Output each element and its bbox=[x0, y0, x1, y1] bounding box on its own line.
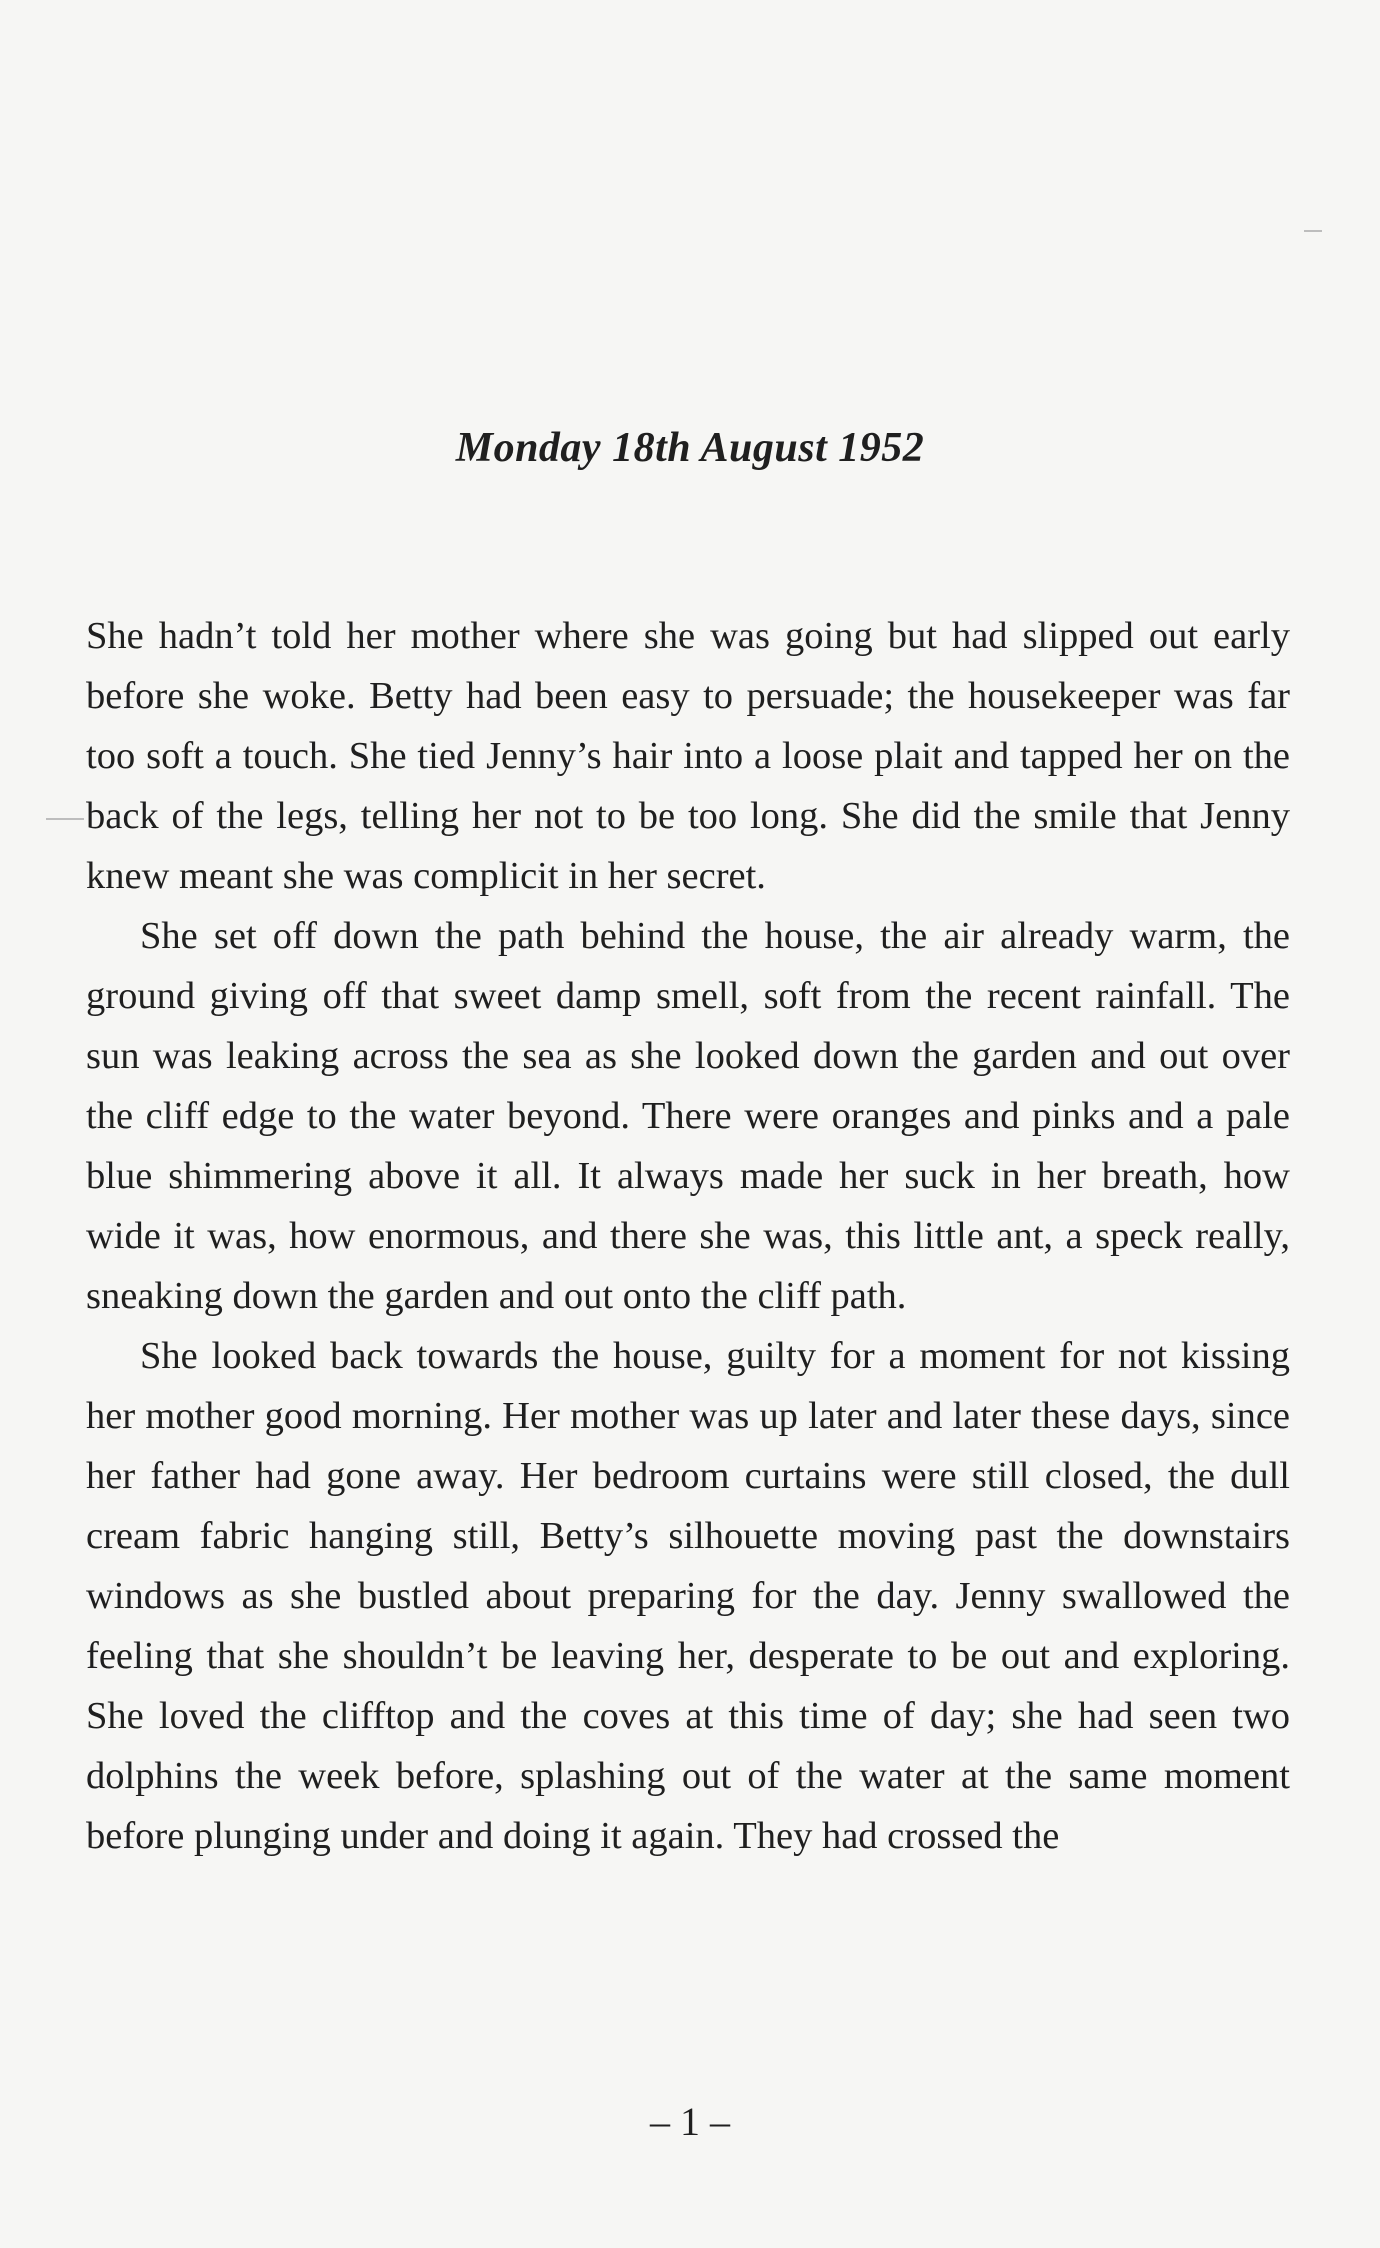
paragraph-1: She hadn’t told her mother where she was going but had slipped out early before she woke. Betty had been easy to persuade; the housekeeper was far too soft a touch. She tied Jenny’s hair into a loose plait and tapped her on the back of the legs, telling her not to be too long. She did the smile that Jenny knew meant she was complicit in her secret. bbox=[86, 615, 1290, 897]
margin-mark-top-right bbox=[1304, 230, 1322, 232]
body-text bbox=[86, 606, 1290, 1866]
paragraph-2: She set off down the path behind the house, the air already warm, the ground giving off that sweet damp smell, soft from the recent rainfall. The sun was leaking across the sea as she looked down the garden and out over the cliff edge to the water beyond. There were oranges and pinks and a pale blue shimmering above it all. It always made her suck in her breath, how wide it was, how enormous, and there she was, this little ant, a speck really, sneaking down the garden and out onto the cliff path. bbox=[86, 915, 1290, 1317]
chapter-date-heading: Monday 18th August 1952 bbox=[455, 425, 925, 471]
margin-mark-left bbox=[46, 818, 84, 820]
page-number: – 1 – bbox=[650, 2099, 730, 2144]
paragraph-3: She looked back towards the house, guilty for a moment for not kissing her mother good morning. Her mother was up later and later these days, since her father had gone away. Her bedroom curtains were still closed, the dull cream fabric hanging still, Betty’s silhouette moving past the downstairs windows as she bustled about preparing for the day. Jenny swallowed the feeling that she shouldn’t be leaving her, desperate to be out and exploring. She loved the clifftop and the coves at this time of day; she had seen two dolphins the week before, splashing out of the water at the same moment before plunging under and doing it again. They had crossed the bbox=[86, 1335, 1290, 1857]
